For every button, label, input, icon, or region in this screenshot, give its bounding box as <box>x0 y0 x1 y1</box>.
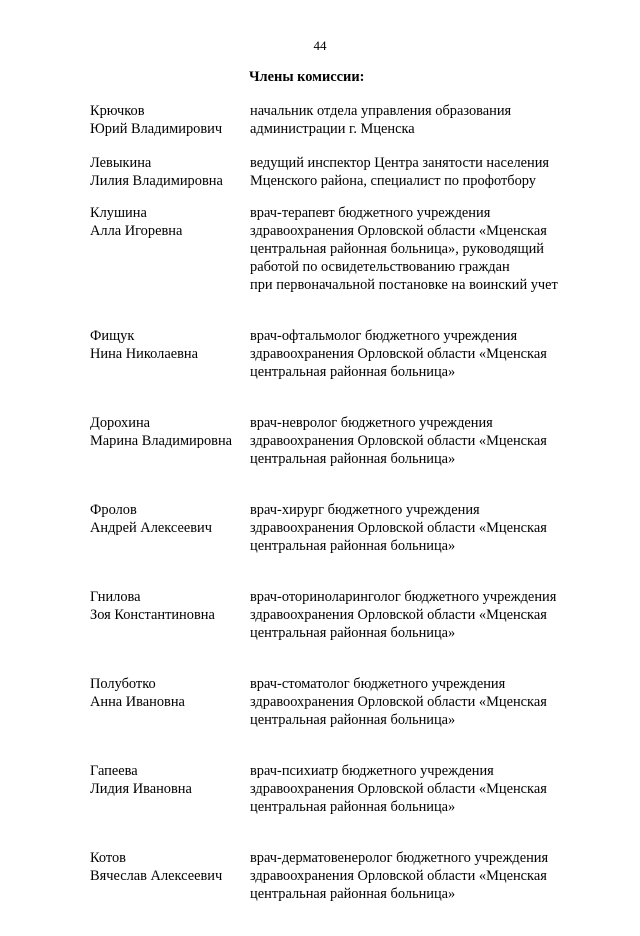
member-given-names: Нина Николаевна <box>90 346 198 362</box>
role-line: врач-офтальмолог бюджетного учреждения <box>250 328 518 344</box>
member-role <box>250 849 590 903</box>
member-given-names: Анна Ивановна <box>90 694 185 710</box>
member-given-names: Зоя Константиновна <box>90 607 215 623</box>
role-line: здравоохранения Орловской области «Мценская <box>250 868 547 884</box>
member-surname: Клушина <box>90 205 147 221</box>
role-line: врач-терапевт бюджетного учреждения <box>250 205 491 221</box>
page-number: 44 <box>313 38 327 53</box>
member-given-names: Лидия Ивановна <box>90 781 192 797</box>
member-role <box>250 154 590 190</box>
member-entry <box>90 675 590 729</box>
member-surname: Котов <box>90 850 126 866</box>
member-role <box>250 501 590 555</box>
role-line: Мценского района, специалист по профотбору <box>250 173 536 189</box>
member-entry <box>90 327 590 381</box>
member-name <box>90 675 250 729</box>
member-entry <box>90 414 590 468</box>
member-given-names: Вячеслав Алексеевич <box>90 868 223 884</box>
member-surname: Полуботко <box>90 676 156 692</box>
role-line: врач-хирург бюджетного учреждения <box>250 502 480 518</box>
role-line: центральная районная больница» <box>250 712 456 728</box>
role-line: врач-психиатр бюджетного учреждения <box>250 763 494 779</box>
member-name <box>90 414 250 468</box>
role-line: ведущий инспектор Центра занятости населения <box>250 155 550 171</box>
member-entry <box>90 501 590 555</box>
role-line: центральная районная больница» <box>250 886 456 902</box>
member-role <box>250 102 590 138</box>
member-entry <box>90 849 590 903</box>
role-line: центральная районная больница» <box>250 625 456 641</box>
member-surname: Левыкина <box>90 155 152 171</box>
member-surname: Гапеева <box>90 763 138 779</box>
member-entry <box>90 154 590 190</box>
member-name <box>90 327 250 381</box>
member-name <box>90 204 250 294</box>
member-role <box>250 327 590 381</box>
role-line: здравоохранения Орловской области «Мценская <box>250 223 547 239</box>
role-line: центральная районная больница» <box>250 364 456 380</box>
role-line: начальник отдела управления образования <box>250 103 512 119</box>
member-name <box>90 849 250 903</box>
role-line: врач-дерматовенеролог бюджетного учреждения <box>250 850 549 866</box>
role-line: центральная районная больница» <box>250 451 456 467</box>
role-line: здравоохранения Орловской области «Мценская <box>250 607 547 623</box>
member-surname: Гнилова <box>90 589 141 605</box>
member-name <box>90 588 250 642</box>
role-line: здравоохранения Орловской области «Мценская <box>250 433 547 449</box>
role-line: врач-стоматолог бюджетного учреждения <box>250 676 506 692</box>
member-surname: Крючков <box>90 103 145 119</box>
member-role <box>250 762 590 816</box>
member-name <box>90 501 250 555</box>
member-name <box>90 154 250 190</box>
role-line: работой по освидетельствованию граждан <box>250 259 510 275</box>
member-role <box>250 588 590 642</box>
members-list <box>90 102 590 936</box>
member-entry <box>90 588 590 642</box>
role-line: при первоначальной постановке на воинский учет <box>250 277 558 293</box>
member-name <box>90 762 250 816</box>
member-given-names: Лилия Владимировна <box>90 173 223 189</box>
role-line: врач-невролог бюджетного учреждения <box>250 415 493 431</box>
member-given-names: Андрей Алексеевич <box>90 520 212 536</box>
member-role <box>250 675 590 729</box>
member-surname: Дорохина <box>90 415 151 431</box>
role-line: центральная районная больница», руководящий <box>250 241 545 257</box>
commission-members-heading: Члены комиссии: <box>249 69 365 85</box>
role-line: здравоохранения Орловской области «Мценская <box>250 520 547 536</box>
member-entry <box>90 102 590 138</box>
member-name <box>90 102 250 138</box>
role-line: центральная районная больница» <box>250 799 456 815</box>
member-surname: Фролов <box>90 502 137 518</box>
role-line: врач-оториноларинголог бюджетного учреждения <box>250 589 557 605</box>
member-given-names: Марина Владимировна <box>90 433 233 449</box>
member-role <box>250 414 590 468</box>
member-entry <box>90 762 590 816</box>
member-entry <box>90 204 590 294</box>
role-line: здравоохранения Орловской области «Мценская <box>250 781 547 797</box>
role-line: здравоохранения Орловской области «Мценская <box>250 694 547 710</box>
role-line: администрации г. Мценска <box>250 121 415 137</box>
member-surname: Фищук <box>90 328 135 344</box>
role-line: центральная районная больница» <box>250 538 456 554</box>
role-line: здравоохранения Орловской области «Мценская <box>250 346 547 362</box>
member-role <box>250 204 590 294</box>
member-given-names: Алла Игоревна <box>90 223 183 239</box>
member-given-names: Юрий Владимирович <box>90 121 223 137</box>
